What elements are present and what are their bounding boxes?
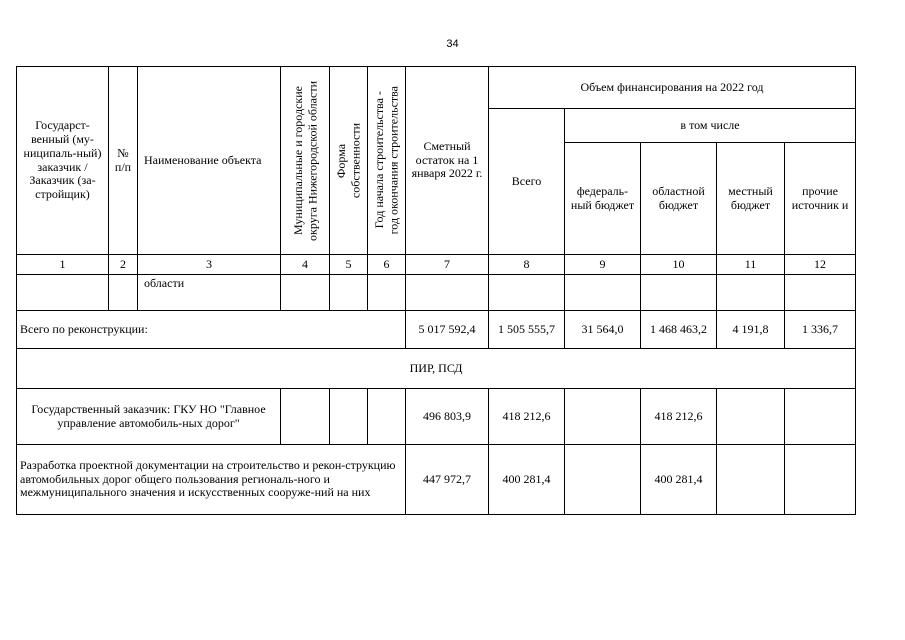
col-number: 2 (109, 255, 138, 275)
col-number: 5 (330, 255, 368, 275)
header-estimate: Сметный остаток на 1 января 2022 г. (406, 67, 489, 255)
reconstruction-total-row (17, 311, 856, 349)
col-number: 1 (17, 255, 109, 275)
header-total: Всего (489, 109, 565, 255)
col-number: 6 (368, 255, 406, 275)
table-row (17, 275, 856, 311)
header-ownership-line1: Форма (334, 143, 349, 178)
regional-value: 1 468 463,2 (641, 311, 717, 349)
header-including: в том числе (565, 109, 856, 143)
col-number: 11 (717, 255, 785, 275)
header-years-line2: год окончания строительства (386, 86, 401, 235)
local-value: 4 191,8 (717, 311, 785, 349)
col-number: 9 (565, 255, 641, 275)
regional-value: 400 281,4 (641, 445, 717, 515)
section-title: ПИР, ПСД (17, 349, 856, 389)
column-numbers-row (17, 255, 856, 275)
object-name-continuation: области (138, 275, 281, 311)
section-row (17, 349, 856, 389)
header-funding-title: Объем финансирования на 2022 год (489, 67, 856, 109)
page-number: 34 (446, 38, 459, 50)
col-number: 12 (785, 255, 856, 275)
other-value: 1 336,7 (785, 311, 856, 349)
header-ownership-line2: собственности (348, 122, 363, 199)
reconstruction-total-label: Всего по реконструкции: (17, 311, 406, 349)
header-num: № п/п (109, 67, 138, 255)
state-customer-row (17, 389, 856, 445)
header-municipality-line1: Муниципальные и городские (290, 86, 305, 235)
header-years (368, 67, 406, 255)
regional-value: 418 212,6 (641, 389, 717, 445)
header-ownership (330, 67, 368, 255)
header-object-name: Наименование объекта (138, 67, 281, 255)
header-other: прочие источник и (785, 143, 856, 255)
header-municipality (281, 67, 330, 255)
header-regional: областной бюджет (641, 143, 717, 255)
col-number: 4 (281, 255, 330, 275)
federal-value: 31 564,0 (565, 311, 641, 349)
state-customer-label: Государственный заказчик: ГКУ НО "Главное управление автомобиль-ных дорог" (17, 389, 281, 445)
total-value: 400 281,4 (489, 445, 565, 515)
header-municipality-line2: округа Нижегородской области (305, 80, 319, 241)
estimate-value: 496 803,9 (406, 389, 489, 445)
header-customer: Государст-венный (му-ниципаль-ный) заказчик / Заказчик (за-стройщик) (17, 67, 109, 255)
col-number: 3 (138, 255, 281, 275)
total-value: 418 212,6 (489, 389, 565, 445)
design-docs-row (17, 445, 856, 515)
total-value: 1 505 555,7 (489, 311, 565, 349)
header-federal: федераль-ный бюджет (565, 143, 641, 255)
header-years-line1: Год начала строительства - (372, 91, 387, 230)
financing-table (16, 66, 856, 515)
estimate-value: 5 017 592,4 (406, 311, 489, 349)
col-number: 8 (489, 255, 565, 275)
col-number: 10 (641, 255, 717, 275)
col-number: 7 (406, 255, 489, 275)
estimate-value: 447 972,7 (406, 445, 489, 515)
design-docs-label: Разработка проектной документации на строительство и рекон-струкцию автомобильных дорог общего пользования региональ-ного и межмуниципального значения и искусственных сооруже-ний на них (17, 445, 406, 515)
header-local: местный бюджет (717, 143, 785, 255)
